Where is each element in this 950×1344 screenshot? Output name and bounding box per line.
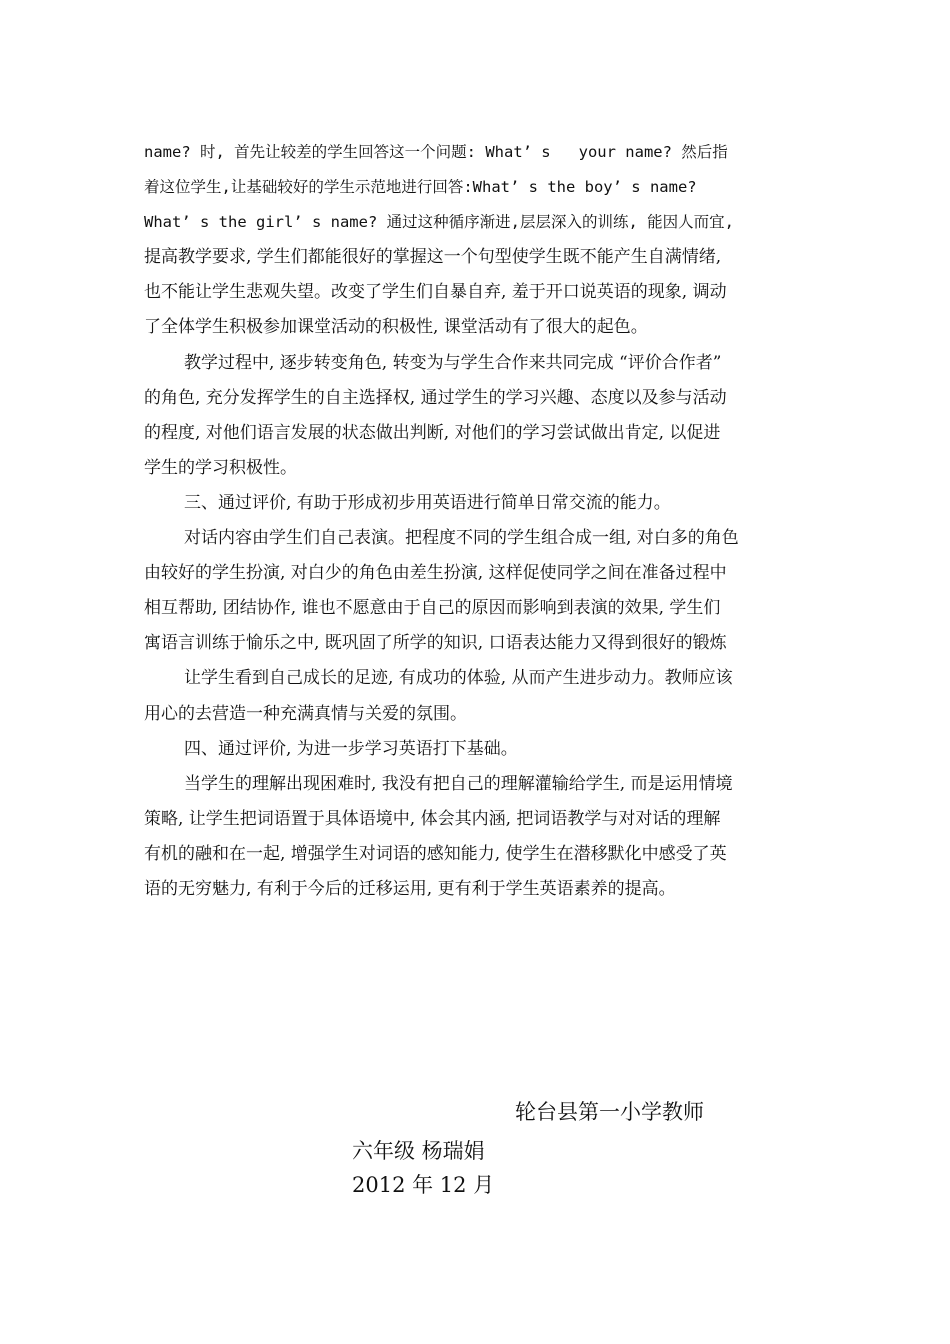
paragraph-start-line: 当学生的理解出现困难时, 我没有把自己的理解灌输给学生, 而是运用情境 xyxy=(184,773,733,794)
body-text xyxy=(144,135,810,907)
text-line: 策略, 让学生把词语置于具体语境中, 体会其内涵, 把词语教学与对对话的理解 xyxy=(144,808,721,829)
text-line: 的角色, 充分发挥学生的自主选择权, 通过学生的学习兴趣、态度以及参与活动 xyxy=(144,387,727,408)
paragraph-start-line: 让学生看到自己成长的足迹, 有成功的体验, 从而产生进步动力。教师应该 xyxy=(184,668,733,689)
text-line: 的程度, 对他们语言发展的状态做出判断, 对他们的学习尝试做出肯定, 以促进 xyxy=(144,422,721,443)
text-line: 用心的去营造一种充满真情与关爱的氛围。 xyxy=(144,703,467,724)
signature-author: 六年级 杨瑞娟 xyxy=(352,1139,485,1163)
text-line: 着这位学生,让基础较好的学生示范地进行回答:What’ s the boy’ s name? xyxy=(144,178,697,197)
text-line: name? 时, 首先让较差的学生回答这一个问题: What’ s your name? 然后指 xyxy=(144,143,728,161)
section-heading: 四、通过评价, 为进一步学习英语打下基础。 xyxy=(184,738,518,759)
text-line: 了全体学生积极参加课堂活动的积极性, 课堂活动有了很大的起色。 xyxy=(144,317,648,338)
section-heading: 三、通过评价, 有助于形成初步用英语进行简单日常交流的能力。 xyxy=(184,492,671,513)
signature-date: 2012 年 12 月 xyxy=(352,1173,495,1197)
text-line: 由较好的学生扮演, 对白少的角色由差生扮演, 这样促使同学之间在准备过程中 xyxy=(144,563,727,584)
paragraph-start-line: 教学过程中, 逐步转变角色, 转变为与学生合作来共同完成 “评价合作者” xyxy=(184,352,722,373)
paragraph-start-line: 对话内容由学生们自己表演。把程度不同的学生组合成一组, 对白多的角色 xyxy=(184,528,739,549)
text-line: 相互帮助, 团结协作, 谁也不愿意由于自己的原因而影响到表演的效果, 学生们 xyxy=(144,598,721,619)
text-line: 也不能让学生悲观失望。改变了学生们自暴自弃, 羞于开口说英语的现象, 调动 xyxy=(144,282,727,303)
text-line: 语的无穷魅力, 有利于今后的迁移运用, 更有利于学生英语素养的提高。 xyxy=(144,878,676,899)
text-line: 寓语言训练于愉乐之中, 既巩固了所学的知识, 口语表达能力又得到很好的锻炼 xyxy=(144,633,727,654)
text-line: 有机的融和在一起, 增强学生对词语的感知能力, 使学生在潜移默化中感受了英 xyxy=(144,843,727,864)
text-line: 学生的学习积极性。 xyxy=(144,457,297,478)
text-line: What’ s the girl’ s name? 通过这种循序渐进,层层深入的训练, 能因人而宜, xyxy=(144,213,734,232)
signature-school: 轮台县第一小学教师 xyxy=(515,1100,704,1124)
text-line: 提高教学要求, 学生们都能很好的掌握这一个句型使学生既不能产生自满情绪, xyxy=(144,247,722,268)
